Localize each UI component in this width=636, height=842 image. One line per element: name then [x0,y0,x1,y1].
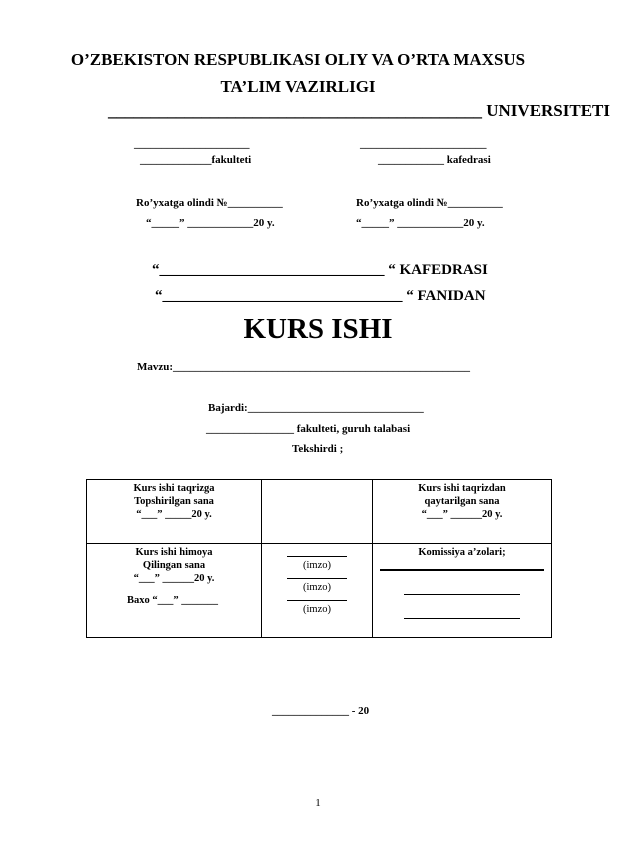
registration-left-number: Ro’yxatga olindi №__________ [136,197,283,209]
signature-caption-3: (imzo) [303,604,331,615]
university-suffix: UNIVERSITETI [486,101,611,120]
signature-line-2 [287,572,347,579]
signature-line-3 [287,594,347,601]
department-top-line: _______________________ [360,138,487,150]
document-title: KURS ISHI [243,313,393,345]
review-submitted-line-1: Kurs ishi taqrizga [133,483,215,494]
registration-right-date: “_____” ____________20 y. [356,217,485,229]
university-blank: ____________________________________________ [108,101,482,120]
defense-cell [87,544,262,638]
topic-line: Mavzu:______________________________________________________ [137,361,471,373]
department-label: ____________ kafedrasi [378,154,491,166]
page-number: 1 [315,797,321,809]
review-returned-date: “___” ______20 y. [421,509,503,520]
checked-by-label: Tekshirdi ; [292,443,344,455]
faculty-group-line: ________________ fakulteti, guruh talabasi [206,423,411,435]
review-submitted-cell [87,480,262,544]
review-returned-line-1: Kurs ishi taqrizdan [418,483,506,494]
review-submitted-date: “___” _____20 y. [136,509,212,520]
department-line: “______________________________ “ KAFEDRASI [152,262,488,278]
registration-right-number: Ro’yxatga olindi №__________ [356,197,503,209]
commission-line-1 [380,559,544,571]
ministry-line-1: O’ZBEKISTON RESPUBLIKASI OLIY VA O’RTA MAXSUS [70,50,526,69]
performer-line: Bajardi:________________________________ [208,402,424,414]
signature-line-1 [287,546,347,557]
review-submitted-line-2: Topshirilgan sana [134,496,214,507]
defense-line-1: Kurs ishi himoya [135,547,213,558]
signature-caption-2: (imzo) [303,582,331,593]
empty-cell [262,480,373,544]
review-returned-cell [373,480,552,544]
signatures-cell [262,544,373,638]
ministry-line-2: TA’LIM VAZIRLIGI [220,77,376,96]
commission-title: Komissiya a’zolari; [418,547,506,558]
registration-left-date: “_____” ____________20 y. [146,217,275,229]
commission-line-2 [404,571,520,595]
review-returned-line-2: qaytarilgan sana [424,496,500,507]
subject-line: “________________________________ “ FANIDAN [155,288,486,304]
footer-year: ______________ - 20 [272,705,370,717]
defense-date: “___” ______20 y. [133,573,215,584]
faculty-top-line: _____________________ [134,138,250,150]
review-table [86,479,552,638]
grade-line: Baxo “___” _______ [127,595,219,606]
faculty-label: _____________fakulteti [140,154,252,166]
commission-line-3 [404,595,520,619]
commission-cell [373,544,552,638]
signature-caption-1: (imzo) [303,560,331,571]
defense-line-2: Qilingan sana [142,560,206,571]
university-line [108,101,610,121]
